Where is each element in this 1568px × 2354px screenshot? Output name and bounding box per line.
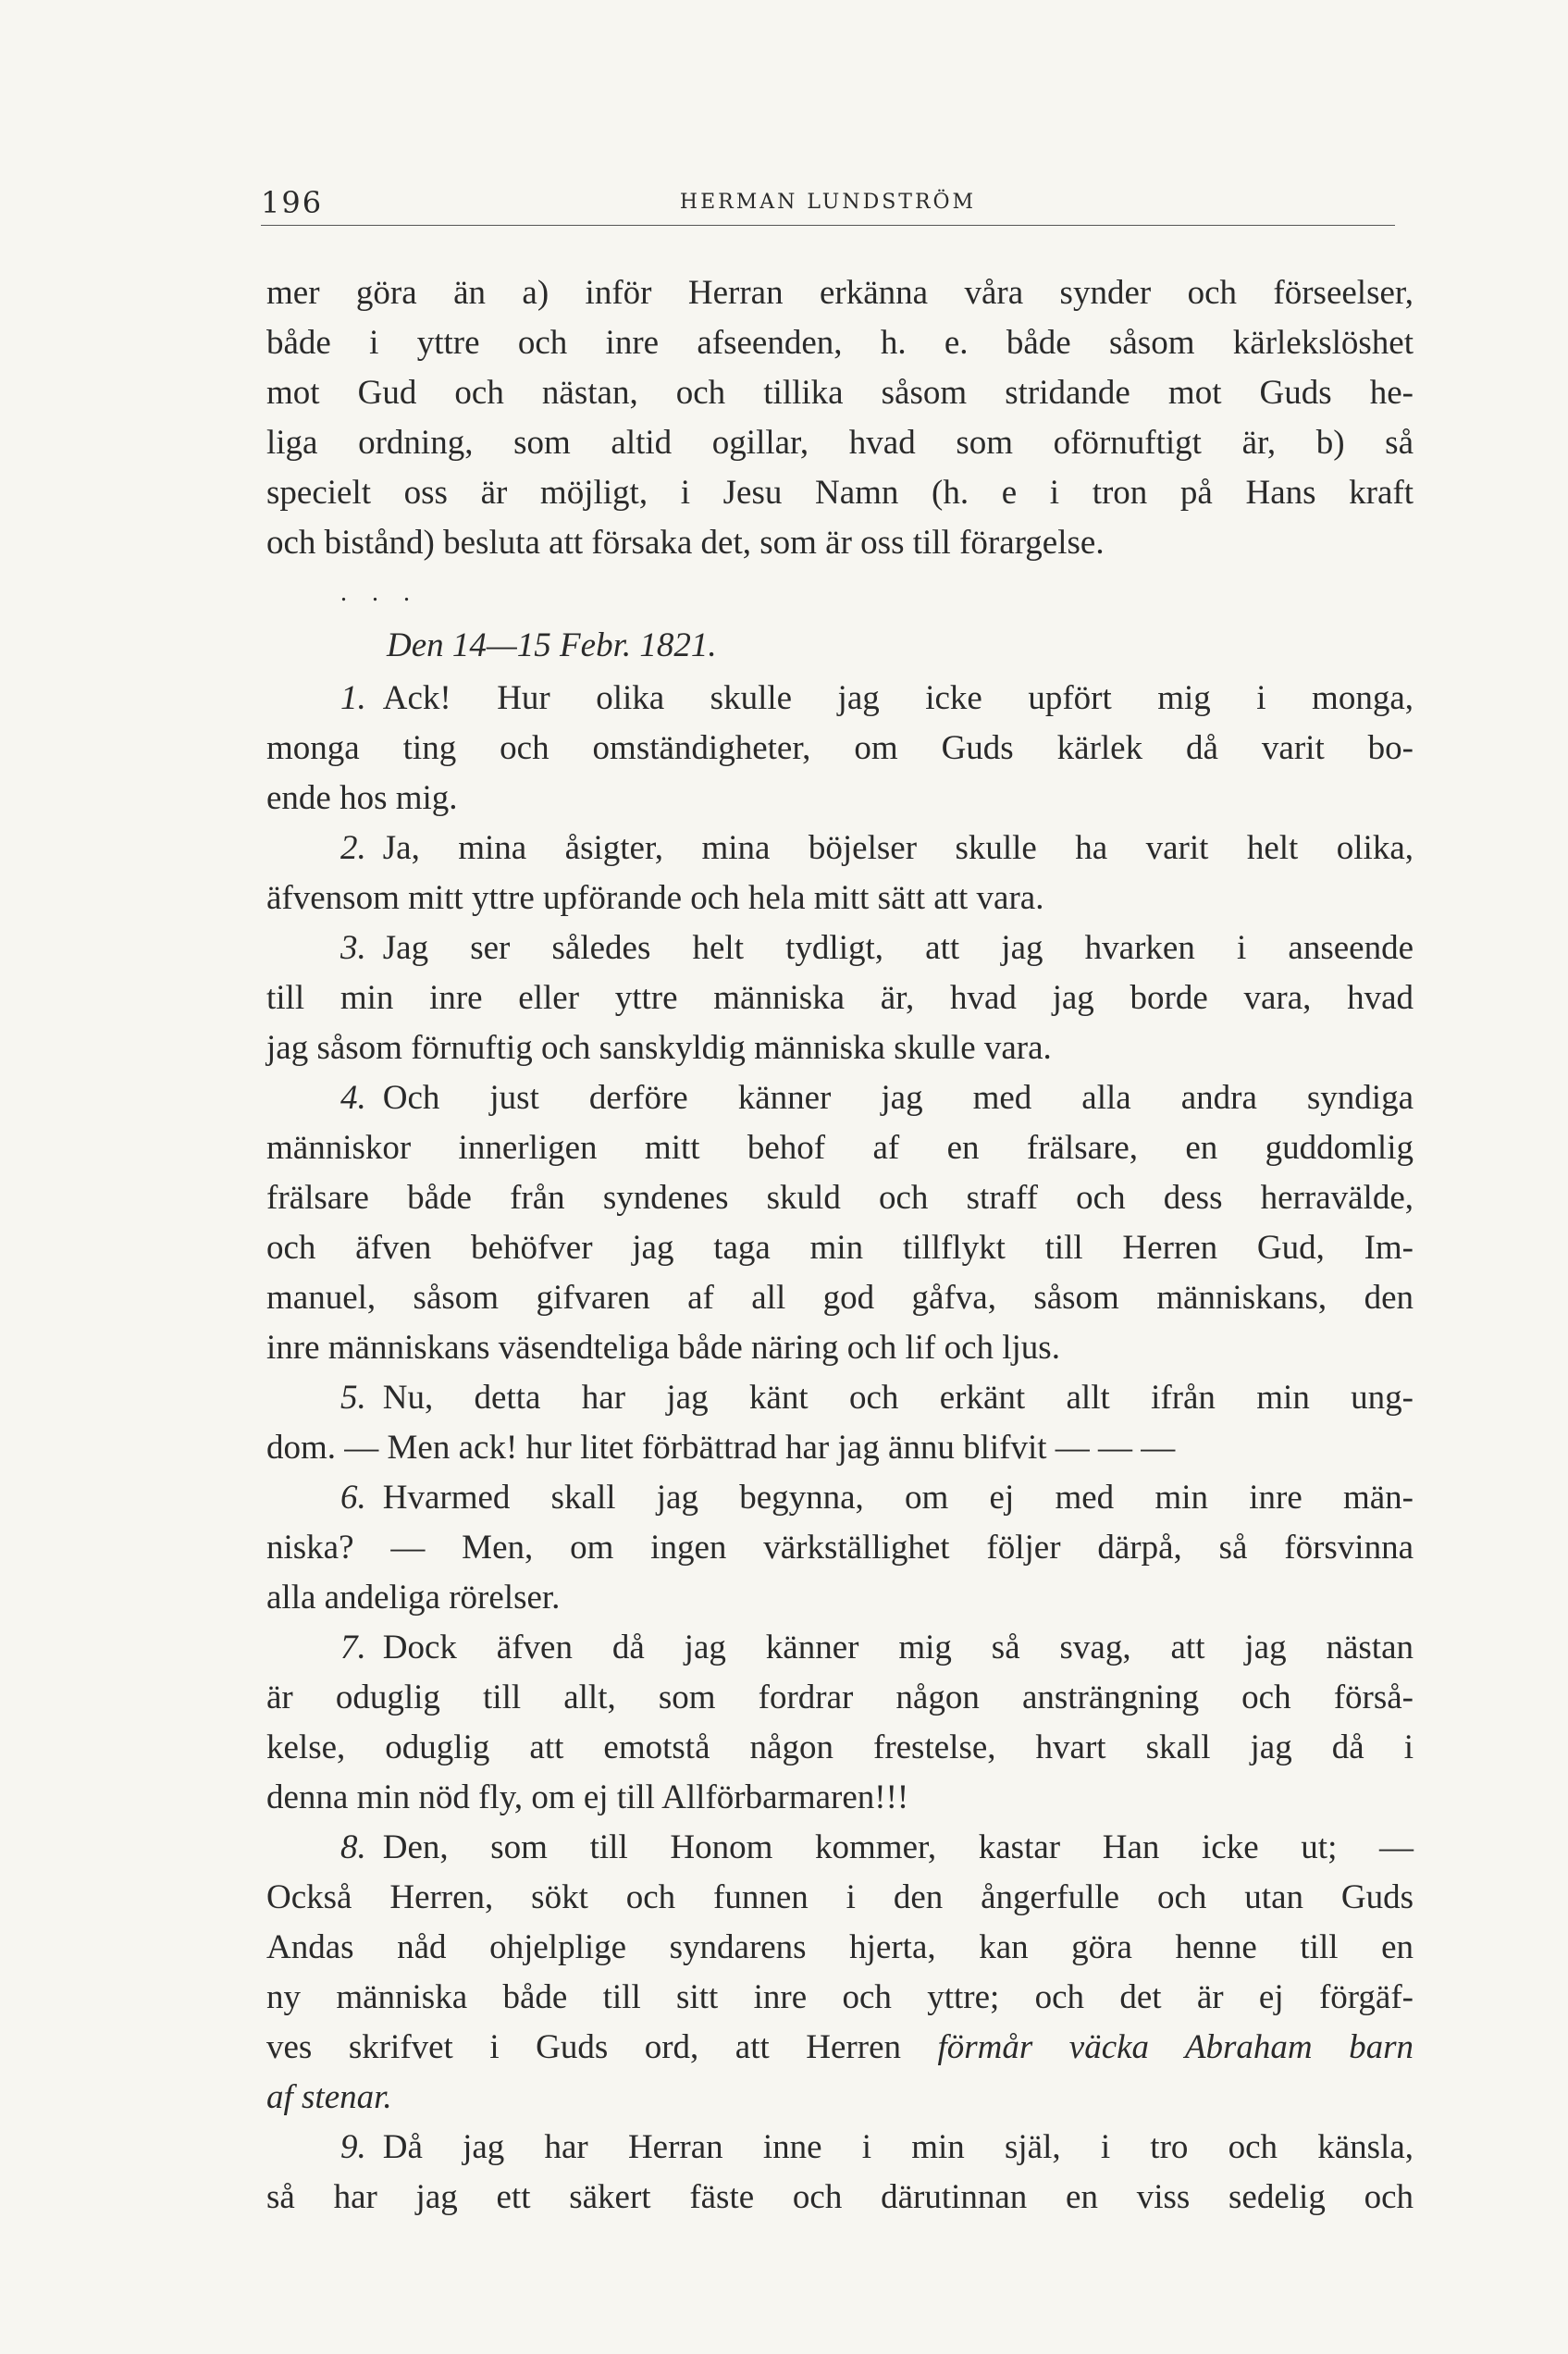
text-line: manuel, såsom gifvaren af all god gåfva, såsom människans, den: [266, 1279, 1414, 1317]
page-header: [261, 185, 1395, 222]
running-head: HERMAN LUNDSTRÖM: [679, 191, 977, 214]
text-line: 2. Ja, mina åsigter, mina böjelser skulle ha varit helt olika,: [340, 829, 1414, 867]
section-break: . . .: [340, 578, 419, 607]
text-line: ende hos mig.: [266, 779, 458, 817]
body-text: [266, 268, 1414, 2223]
paragraph-number: 8.: [340, 1828, 366, 1866]
paragraph-number: 6.: [340, 1479, 366, 1517]
text-line: ves skrifvet i Guds ord, att Herren förmår väcka Abraham barn: [266, 2028, 1414, 2066]
page-number: 196: [261, 185, 324, 220]
numbered-paragraph: [266, 923, 1414, 1073]
numbered-paragraph: [266, 1073, 1414, 1373]
numbered-paragraph: [266, 1373, 1414, 1473]
text-line: niska? — Men, om ingen värkställighet följer därpå, så försvinna: [266, 1529, 1414, 1567]
text-line: alla andeliga rörelser.: [266, 1579, 561, 1617]
text-line: ny människa både till sitt inre och yttre; och det är ej förgäf-: [266, 1978, 1414, 2016]
paragraph-number: 7.: [340, 1629, 366, 1666]
text-line: mer göra än a) inför Herran erkänna våra synder och förseelser,: [266, 274, 1414, 312]
text-line: 4. Och just derföre känner jag med alla andra syndiga: [340, 1079, 1414, 1117]
text-line: 7. Dock äfven då jag känner mig så svag, att jag nästan: [340, 1629, 1414, 1666]
text-line: liga ordning, som altid ogillar, hvad som oförnuftigt är, b) så: [266, 424, 1414, 462]
text-line: människor innerligen mitt behof af en frälsare, en guddomlig: [266, 1129, 1414, 1167]
text-line: Också Herren, sökt och funnen i den ångerfulle och utan Guds: [266, 1878, 1414, 1916]
italic-quote: förmår väcka Abraham barn: [937, 2028, 1414, 2066]
paragraph-number: 5.: [340, 1379, 366, 1417]
text-line: frälsare både från syndenes skuld och straff och dess herravälde,: [266, 1179, 1414, 1217]
text-line: och äfven behöfver jag taga min tillflykt till Herren Gud, Im-: [266, 1229, 1414, 1267]
numbered-paragraph: [266, 2123, 1414, 2223]
text-line: både i yttre och inre afseenden, h. e. både såsom kärlekslöshet: [266, 324, 1414, 362]
text-line: Andas nåd ohjelplige syndarens hjerta, kan göra henne till en: [266, 1928, 1414, 1966]
text-line: 8. Den, som till Honom kommer, kastar Han icke ut; —: [340, 1828, 1414, 1866]
text-line: 5. Nu, detta har jag känt och erkänt allt ifrån min ung-: [340, 1379, 1414, 1417]
text-line: 1. Ack! Hur olika skulle jag icke upfört mig i monga,: [340, 679, 1414, 717]
text-line: jag såsom förnuftig och sanskyldig människa skulle vara.: [266, 1029, 1052, 1067]
numbered-paragraph: [266, 1823, 1414, 2123]
text-line: till min inre eller yttre människa är, hvad jag borde vara, hvad: [266, 979, 1414, 1017]
text-line: 3. Jag ser således helt tydligt, att jag hvarken i anseende: [340, 929, 1414, 967]
text-line: så har jag ett säkert fäste och därutinnan en viss sedelig och: [266, 2178, 1414, 2216]
dateline: Den 14—15 Febr. 1821.: [387, 626, 717, 664]
text-line: inre människans väsendteliga både näring och lif och ljus.: [266, 1329, 1060, 1367]
text-line: af stenar.: [266, 2078, 392, 2116]
intro-paragraph: [266, 268, 1414, 568]
numbered-paragraph: [266, 674, 1414, 824]
text-line: 6. Hvarmed skall jag begynna, om ej med min inre män-: [340, 1479, 1414, 1517]
text-line: dom. — Men ack! hur litet förbättrad har jag ännu blifvit — — —: [266, 1429, 1176, 1467]
text-line: är oduglig till allt, som fordrar någon ansträngning och förså-: [266, 1679, 1414, 1716]
text-line: 9. Då jag har Herran inne i min själ, i tro och känsla,: [340, 2128, 1414, 2166]
paragraph-number: 2.: [340, 829, 366, 867]
numbered-paragraph: [266, 824, 1414, 923]
paragraph-number: 4.: [340, 1079, 366, 1117]
numbered-paragraph: [266, 1473, 1414, 1623]
header-rule: [261, 225, 1395, 226]
text-line: och bistånd) besluta att försaka det, som är oss till förargelse.: [266, 524, 1105, 562]
paragraph-number: 1.: [340, 679, 366, 717]
paragraph-number: 3.: [340, 929, 366, 967]
numbered-paragraph: [266, 1623, 1414, 1823]
text-line: specielt oss är möjligt, i Jesu Namn (h. e i tron på Hans kraft: [266, 474, 1414, 512]
paragraph-number: 9.: [340, 2128, 366, 2166]
text-line: äfvensom mitt yttre upförande och hela mitt sätt att vara.: [266, 879, 1044, 917]
text-line: kelse, oduglig att emotstå någon frestelse, hvart skall jag då i: [266, 1728, 1414, 1766]
text-line: monga ting och omständigheter, om Guds kärlek då varit bo-: [266, 729, 1414, 767]
text-line: denna min nöd fly, om ej till Allförbarmaren!!!: [266, 1778, 909, 1816]
text-line: mot Gud och nästan, och tillika såsom stridande mot Guds he-: [266, 374, 1414, 412]
